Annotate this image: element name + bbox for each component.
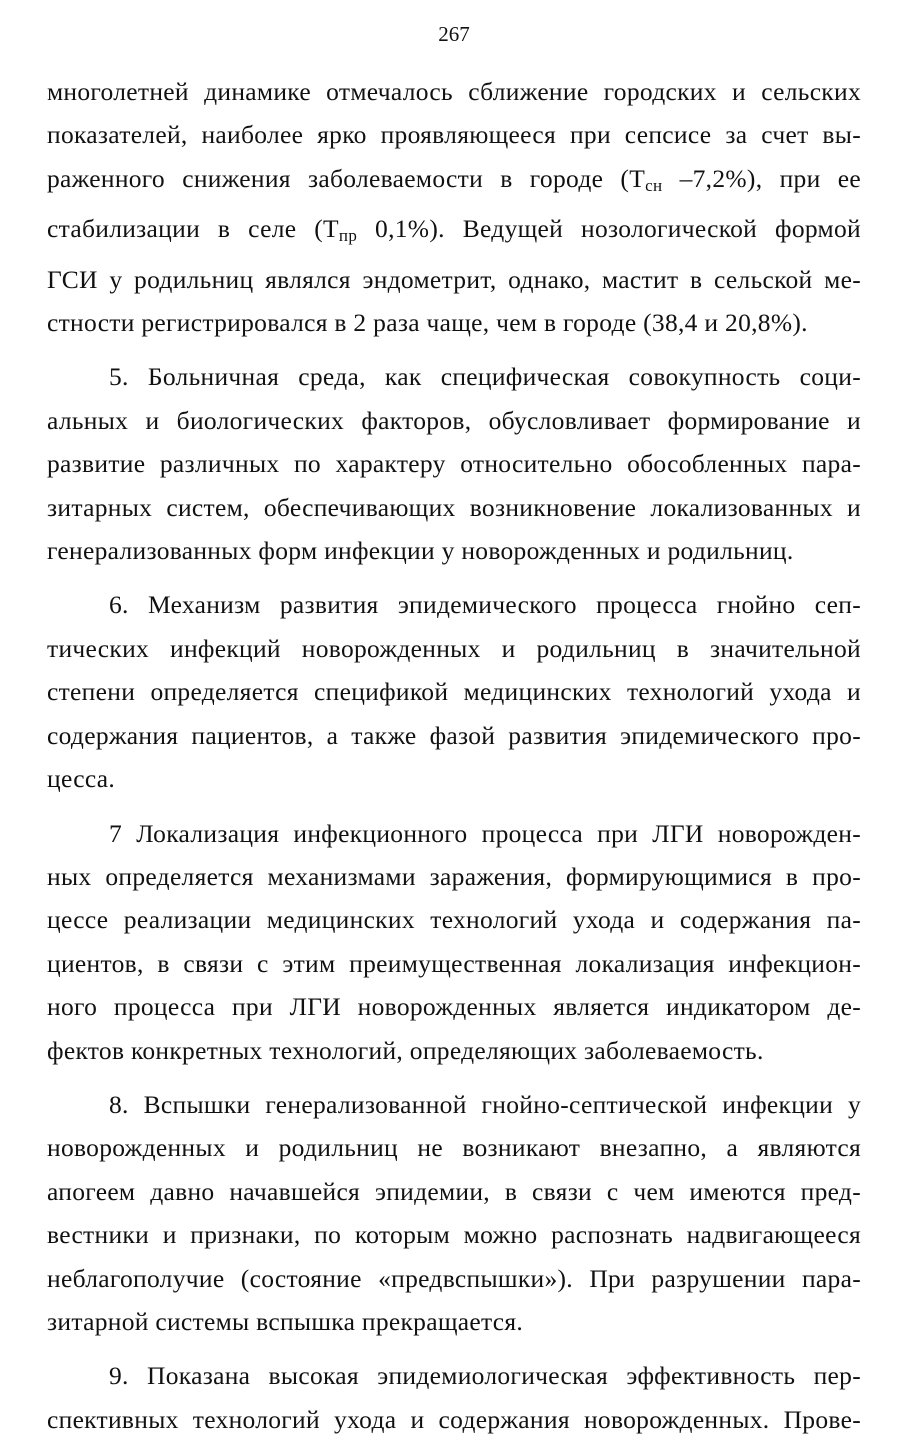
text-line: показателей, наиболее ярко проявляющееся при сепсисе за счет вы- xyxy=(47,120,861,150)
paragraph-5 xyxy=(47,355,861,572)
text-line: генерализованных форм инфекции у новорожденных и родильниц. xyxy=(47,536,794,566)
paragraph-7 xyxy=(47,812,861,1072)
page-number: 267 xyxy=(438,22,470,46)
text-line: стности регистрировался в 2 раза чаще, чем в городе (38,4 и 20,8%). xyxy=(47,308,808,338)
text-line: вестники и признаки, по которым можно распознать надвигающееся xyxy=(47,1220,861,1250)
paragraph-9 xyxy=(47,1354,861,1441)
text-line: зитарной системы вспышка прекращается. xyxy=(47,1306,524,1336)
document-body xyxy=(47,70,861,1452)
text-line: 6. Механизм развития эпидемического процесса гнойно сеп- xyxy=(109,590,861,620)
text-line: степени определяется спецификой медицинских технологий ухода и xyxy=(47,677,861,707)
text-line: 9. Показана высокая эпидемиологическая эффективность пер- xyxy=(109,1361,861,1391)
text-line: неблагополучие (состояние «предвспышки»). При разрушении пара- xyxy=(47,1263,861,1293)
text-line: тических инфекций новорожденных и родильниц в значительной xyxy=(47,633,861,663)
text-line: циентов, в связи с этим преимущественная локализация инфекцион- xyxy=(47,948,861,978)
text-line: ного процесса при ЛГИ новорожденных является индикатором де- xyxy=(47,992,861,1022)
text-fragment: 0,1%). Ведущей нозологической формой xyxy=(357,214,861,244)
text-line: цесса. xyxy=(47,764,116,794)
text-line: фектов конкретных технологий, определяющих заболеваемость. xyxy=(47,1035,764,1065)
text-fragment: –7,2%), при ее xyxy=(662,163,862,193)
text-line: апогеем давно начавшейся эпидемии, в связи с чем имеются пред- xyxy=(47,1176,861,1206)
text-line: содержания пациентов, а также фазой развития эпидемического про- xyxy=(47,720,861,750)
text-line: альных и биологических факторов, обусловливает формирование и xyxy=(47,405,861,435)
paragraph-8 xyxy=(47,1083,861,1343)
subscript: пр xyxy=(338,226,358,246)
paragraph-continuation xyxy=(47,70,861,344)
text-line: 8. Вспышки генерализованной гнойно-септической инфекции у xyxy=(109,1089,861,1119)
paragraph-6 xyxy=(47,583,861,800)
text-line: многолетней динамике отмечалось сближение городских и сельских xyxy=(47,77,861,106)
text-line: ГСИ у родильниц являлся эндометрит, однако, мастит в сельской ме- xyxy=(47,264,861,294)
text-line: ных определяется механизмами заражения, формирующимися в про- xyxy=(47,861,861,891)
text-line xyxy=(47,207,861,257)
text-line: новорожденных и родильниц не возникают внезапно, а являются xyxy=(47,1133,861,1163)
text-line: зитарных систем, обеспечивающих возникновение локализованных и xyxy=(47,492,861,522)
text-line: спективных технологий ухода и содержания новорожденных. Прове- xyxy=(47,1404,861,1434)
subscript: сн xyxy=(645,175,663,195)
text-line xyxy=(47,157,861,207)
text-fragment: стабилизации в селе (Т xyxy=(47,214,339,244)
text-line: цессе реализации медицинских технологий ухода и содержания па- xyxy=(47,905,861,935)
text-fragment: раженного снижения заболеваемости в городе (Т xyxy=(47,163,646,193)
text-line: 7 Локализация инфекционного процесса при ЛГИ новорожден- xyxy=(109,818,861,848)
text-line: 5. Больничная среда, как специфическая совокупность соци- xyxy=(109,362,861,392)
text-line: развитие различных по характеру относительно обособленных пара- xyxy=(47,449,861,479)
